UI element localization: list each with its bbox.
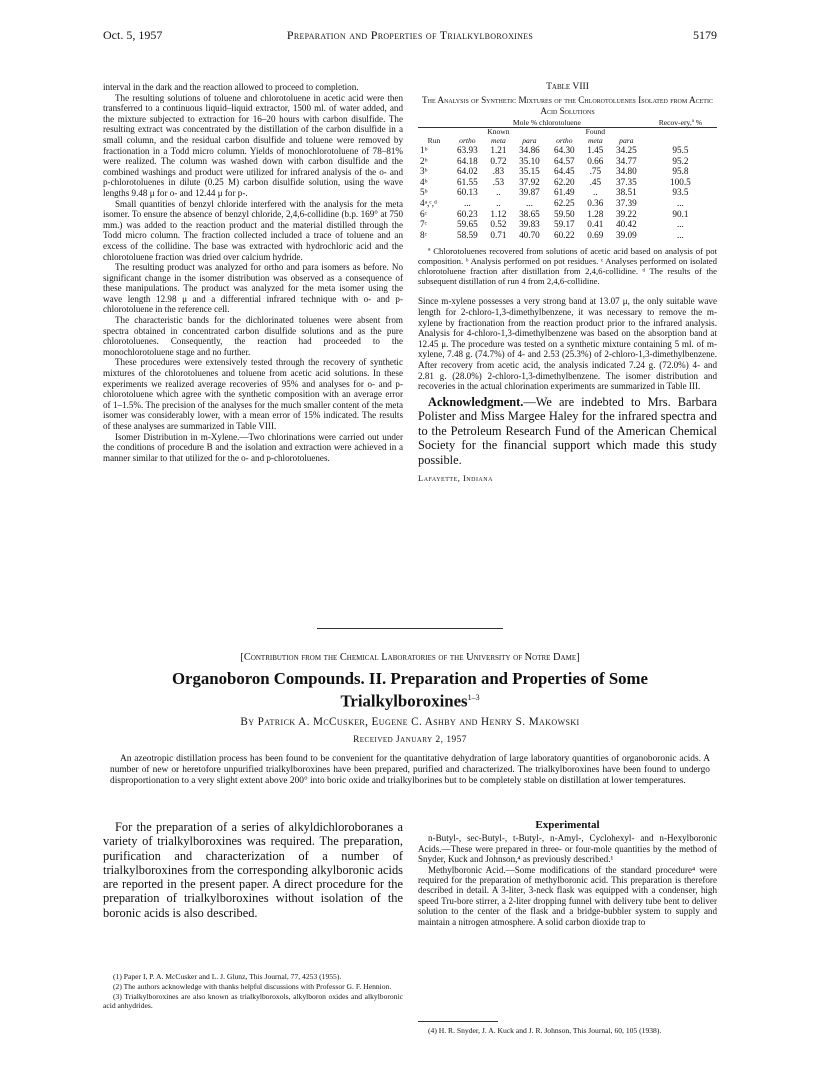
table-header-run: Run — [427, 135, 441, 145]
table-group-header: Mole % chlorotoluene — [450, 119, 644, 128]
col-header: meta — [587, 135, 603, 145]
header-running-title: Preparation and Properties of Trialkylboroxines — [286, 28, 534, 42]
table-header-run-blank — [418, 119, 450, 128]
experimental-section — [418, 820, 717, 927]
table-cell: .. — [496, 187, 501, 198]
table-cell-run: 1ᵇ — [420, 145, 428, 156]
table-row — [418, 219, 717, 230]
table-cell: 59.65 — [457, 219, 478, 230]
table-cell: 59.50 — [553, 208, 575, 219]
table-row — [418, 198, 717, 209]
table-row — [418, 187, 717, 198]
right-column — [418, 82, 717, 484]
table-cell: ... — [525, 198, 533, 209]
table-cell: 0.52 — [490, 219, 507, 230]
paragraph: The resulting solutions of toluene and chlorotoluene in acetic acid were then transferred to a continuous liquid–liquid extractor, 1500 ml. of water added, and the mixture subjected to extraction for 16–20 hours with carbon disulfide. The resulting extract was concentrated by the distillation of the carbon disulfide in a small column, and the residual carbon disulfide and toluene were removed by fractionation in a Todd micro column. Yields of monochlorotoluene of 78–81% were realized. The column was washed down with carbon disulfide and the combined washings and product were utilized for infrared analysis of the o- and p-chlorotoluenes in dilute (0.25 M) carbon disulfide solution, using the wave lengths 9.48 μ for o- and 12.44 μ for p-. — [103, 92, 403, 198]
contribution-line: [Contribution from the Chemical Laboratories of the University of Notre Dame] — [240, 652, 580, 663]
table-cell-run: 2ᵇ — [420, 155, 428, 166]
table-row — [418, 166, 717, 177]
paragraph: interval in the dark and the reaction allowed to proceed to completion. — [103, 82, 359, 92]
table-cell-run: 6ᶜ — [420, 208, 427, 219]
table-cell: 61.49 — [553, 187, 575, 198]
paragraph: The resulting product was analyzed for ortho and para isomers as before. No significant change in the isomer distribution was observed as a consequence of these manipulations. The product was analyzed for the meta isomer using the wave length 12.98 μ and a differential infrared technique with o- and p-chlorotoluene in the reference cell. — [103, 262, 403, 315]
table-title: The Analysis of Synthetic Mixtures of the Chlorotoluenes Isolated from Acetic Acid Solutions — [422, 94, 713, 116]
table-cell: ... — [676, 219, 684, 230]
table-cell-run: 5ᵇ — [420, 187, 428, 198]
acknowledgment — [418, 395, 717, 468]
table-cell: 64.30 — [553, 145, 575, 156]
table-cell: 64.18 — [457, 155, 478, 166]
right-column-text — [418, 296, 717, 391]
paragraph: Methylboronic Acid.—Some modifications of the standard procedure⁴ were required for the preparation of methylboronic acid. This preparation is therefore described in detail. A 3-liter, 3-neck flask was equipped with a condenser, high speed Tru-bore stirrer, a 2-liter dropping funnel with delivery tube bent to deliver solution to the center of the flask and a bridge-bubbler system to supply and maintain a nitrogen atmosphere. A solid carbon dioxide trap to — [418, 864, 717, 927]
paragraph: The characteristic bands for the dichlorinated toluenes were absent from spectra obtained in concentrated carbon disulfide solutions and as the pure chlorotoluenes. Consequently, the reaction had proceeded to the monochlorotoluene stage and no further. — [103, 315, 403, 357]
table-cell: 35.10 — [519, 155, 540, 166]
table-cell: 100.5 — [670, 176, 691, 187]
table-cell: 95.2 — [672, 155, 689, 166]
table-row — [418, 145, 717, 156]
footnotes — [103, 972, 403, 1011]
table-cell: 60.13 — [457, 187, 478, 198]
table-cell: 37.92 — [519, 176, 540, 187]
article-title-sup: 1–3 — [467, 693, 480, 702]
table-cell: 90.1 — [672, 208, 689, 219]
col-header-blank — [644, 137, 717, 146]
table-cell: .53 — [492, 176, 505, 187]
section-divider — [317, 628, 503, 629]
table-cell-run: 7ᶜ — [420, 219, 427, 230]
table-cell: 0.66 — [587, 155, 604, 166]
abstract: An azeotropic distillation process has been found to be convenient for the quantitative dehydration of large laboratory quantities of organoboronic acids. A number of new or heretofore unpurified trialkylboroxines have been prepared, purified and characterized. The trialkylboroxines have been found to undergo disproportionation to a very slight extent above 200° into boric oxide and trialkylborines but to be completely stable on distillation at lower temperatures. — [110, 754, 710, 786]
table-cell: 37.35 — [616, 176, 637, 187]
received-date: Received January 2, 1957 — [353, 735, 467, 745]
table-cell: 39.83 — [519, 219, 540, 230]
paragraph: Small quantities of benzyl chloride interfered with the analysis for the meta isomer. To ensure the absence of benzyl chloride, 2,4,6-collidine (b.p. 169° at 750 mm.) was added to the reaction product and the material distilled through the Todd micro column. The fraction collected included a trace of toluene and an excess of the collidine. The base was extracted with hydrochloric acid and the chlorotoluene fraction was dried over calcium hydride. — [103, 198, 403, 262]
table-cell: 39.87 — [519, 187, 540, 198]
experimental-heading: Experimental — [535, 819, 600, 831]
table-label: Table VIII — [546, 81, 589, 92]
table-cell-run: 4ᵃ,ᶜ,ᵈ — [420, 198, 437, 209]
paragraph: Isomer Distribution in m-Xylene.—Two chlorinations were carried out under the conditions of procedure B and the isolation and extraction were achieved in a manner similar to that utilized for the o- and p-chlorotoluenes. — [103, 431, 403, 463]
table-cell: 38.51 — [616, 187, 637, 198]
table-cell: 61.55 — [457, 176, 478, 187]
col-header: ortho — [556, 135, 573, 145]
table-cell: 1.12 — [490, 208, 507, 219]
table-cell: 59.17 — [553, 219, 575, 230]
table-cell: 34.80 — [616, 166, 637, 177]
table-cell: ... — [676, 198, 684, 209]
table-header-known: Known — [487, 127, 510, 137]
article-title-text: Organoboron Compounds. II. Preparation and Properties of Some Trialkylboroxines — [172, 669, 648, 711]
col-header: ortho — [459, 135, 476, 145]
table-cell: 95.5 — [672, 145, 689, 156]
footnote-rule — [418, 1021, 498, 1022]
table-cell: 0.36 — [587, 198, 604, 209]
table-cell: 60.22 — [553, 229, 575, 240]
table-row — [418, 209, 717, 220]
table-viii — [418, 119, 717, 241]
table-cell: .83 — [492, 166, 505, 177]
table-cell: .. — [496, 198, 501, 209]
table-cell: 37.39 — [616, 198, 637, 209]
table-cell: 64.45 — [553, 166, 575, 177]
table-cell: 60.23 — [457, 208, 478, 219]
table-row — [418, 177, 717, 188]
table-cell: 34.86 — [519, 145, 540, 156]
table-cell: 0.41 — [587, 219, 604, 230]
footnote-4: (4) H. R. Snyder, J. A. Kuck and J. R. Johnson, This Journal, 60, 105 (1938). — [428, 1026, 662, 1035]
table-cell: 64.02 — [457, 166, 478, 177]
table-cell: ... — [463, 198, 471, 209]
table-cell-run: 4ᵇ — [420, 176, 428, 187]
footnote: (3) Trialkylboroxines are also known as trialkylboroxols, alkylboron oxides and alkylboronic acid anhydrides. — [103, 992, 403, 1010]
table-cell: 64.57 — [553, 155, 575, 166]
location: Lafayette, Indiana — [418, 473, 493, 484]
table-cell-run: 3ᵇ — [420, 166, 428, 177]
left-column-text — [103, 82, 403, 463]
table-cell: 62.20 — [553, 176, 575, 187]
table-cell: 40.70 — [519, 229, 540, 240]
col-header: meta — [491, 135, 506, 145]
table-cell: ... — [676, 229, 684, 240]
table-cell: 63.93 — [457, 145, 478, 156]
introduction: For the preparation of a series of alkyldichloroboranes a variety of trialkylboroxines was required. The preparation, purification and characterization of a number of trialkylboroxines from the corresponding alkylboronic acids are reported in the present paper. A direct procedure for the preparation of trialkylboroxines without isolation of the boronic acids is also described. — [103, 820, 403, 920]
running-header — [103, 28, 717, 44]
table-cell: 93.5 — [672, 187, 689, 198]
table-footnotes — [418, 246, 717, 286]
table-cell: 39.09 — [616, 229, 637, 240]
paragraph: n-Butyl-, sec-Butyl-, t-Butyl-, n-Amyl-, Cyclohexyl- and n-Hexylboronic Acids.—These were prepared in three- or four-mole quantities by the method of Snyder, Kuck and Johnson,⁴ as previously described.¹ — [418, 833, 717, 865]
table-cell: 34.25 — [616, 145, 637, 156]
table-cell: 58.59 — [457, 229, 478, 240]
table-cell: 95.8 — [672, 166, 689, 177]
table-cell: 0.72 — [490, 155, 507, 166]
table-header-recovery: Recov-ery,ª % — [644, 119, 717, 128]
table-footnote: ª Chlorotoluenes recovered from solutions of acetic acid based on analysis of pot composition. ᵇ Analysis performed on pot residues. ᶜ Analyses performed on isolated chlorotoluene fraction after distillation from 2,4,6-collidine. ᵈ The results of the subsequent distillation of run 4 from 2,4,6-collidine. — [418, 246, 717, 287]
header-date: Oct. 5, 1957 — [103, 28, 163, 42]
footnote: (2) The authors acknowledge with thanks helpful discussions with Professor G. F. Hennion. — [113, 982, 392, 991]
header-page-number: 5179 — [693, 28, 717, 42]
ack-heading: Acknowledgment. — [428, 394, 524, 409]
table-cell: .75 — [589, 166, 602, 177]
table-cell: 40.42 — [616, 219, 637, 230]
table-cell: 0.69 — [587, 229, 604, 240]
table-header-found: Found — [585, 127, 606, 137]
footnote: (1) Paper I, P. A. McCusker and L. J. Glunz, This Journal, 77, 4253 (1955). — [113, 972, 342, 981]
table-cell: 1.21 — [490, 145, 507, 156]
col-header: para — [619, 135, 634, 145]
table-cell: .45 — [589, 176, 602, 187]
table-row — [418, 230, 717, 241]
table-cell: 62.25 — [553, 198, 575, 209]
table-cell: 34.77 — [616, 155, 637, 166]
table-cell: 39.22 — [616, 208, 637, 219]
table-cell: .. — [593, 187, 598, 198]
col-header: para — [522, 135, 537, 145]
ack-text: —We are indebted to Mrs. Barbara Polister and Miss Margee Haley for the infrared spectra and to the Petroleum Research Fund of the American Chemical Society for the financial support which made this study possible. — [418, 394, 717, 467]
paragraph: These procedures were extensively tested through the recovery of synthetic mixtures of the chlorotoluenes and toluene from acetic acid solutions. In these experiments we realized average recoveries of 95% and analyses for o- and p-chlorotoluene which agree with the synthetic composition with an average error of 1–1.5%. The precision of the analyses for the much smaller content of the meta isomer was considerably lower, with a mean error of 15% indicated. The results of these analyses are summarized in Table VIII. — [103, 357, 403, 431]
article-title — [103, 669, 717, 711]
table-cell-run: 8ᶜ — [420, 229, 427, 240]
table-cell: 35.15 — [519, 166, 540, 177]
paragraph: Since m-xylene possesses a very strong band at 13.07 μ, the only suitable wave length for 2-chloro-1,3-dimethylbenzene, it was necessary to remove the m-xylene by fractionation from the reaction product prior to the infrared analysis. Analysis for 4-chloro-1,3-dimethylbenzene was based on the absorption band at 12.45 μ. The procedure was tested on a synthetic mixture containing 5 ml. of m-xylene, 7.48 g. (74.7%) of 4- and 2.53 (25.3%) of 2-chloro-1,3-dimethylbenzene. After recovery from acetic acid, the analysis indicated 7.24 g. (72.0%) 4- and 2.81 g. (28.0%) 2-chloro-1,3-dimethylbenzene. The isomer distribution and recoveries in the actual chlorination experiments are summarized in Table III. — [418, 296, 717, 392]
table-cell: 1.28 — [587, 208, 604, 219]
table-cell: 0.71 — [490, 229, 507, 240]
authors: By Patrick A. McCusker, Eugene C. Ashby and Henry S. Makowski — [240, 716, 580, 728]
table-cell: 38.65 — [519, 208, 540, 219]
table-header-blank — [644, 128, 717, 137]
table-row — [418, 156, 717, 167]
table-cell: 1.45 — [587, 145, 604, 156]
table-body — [418, 145, 717, 240]
